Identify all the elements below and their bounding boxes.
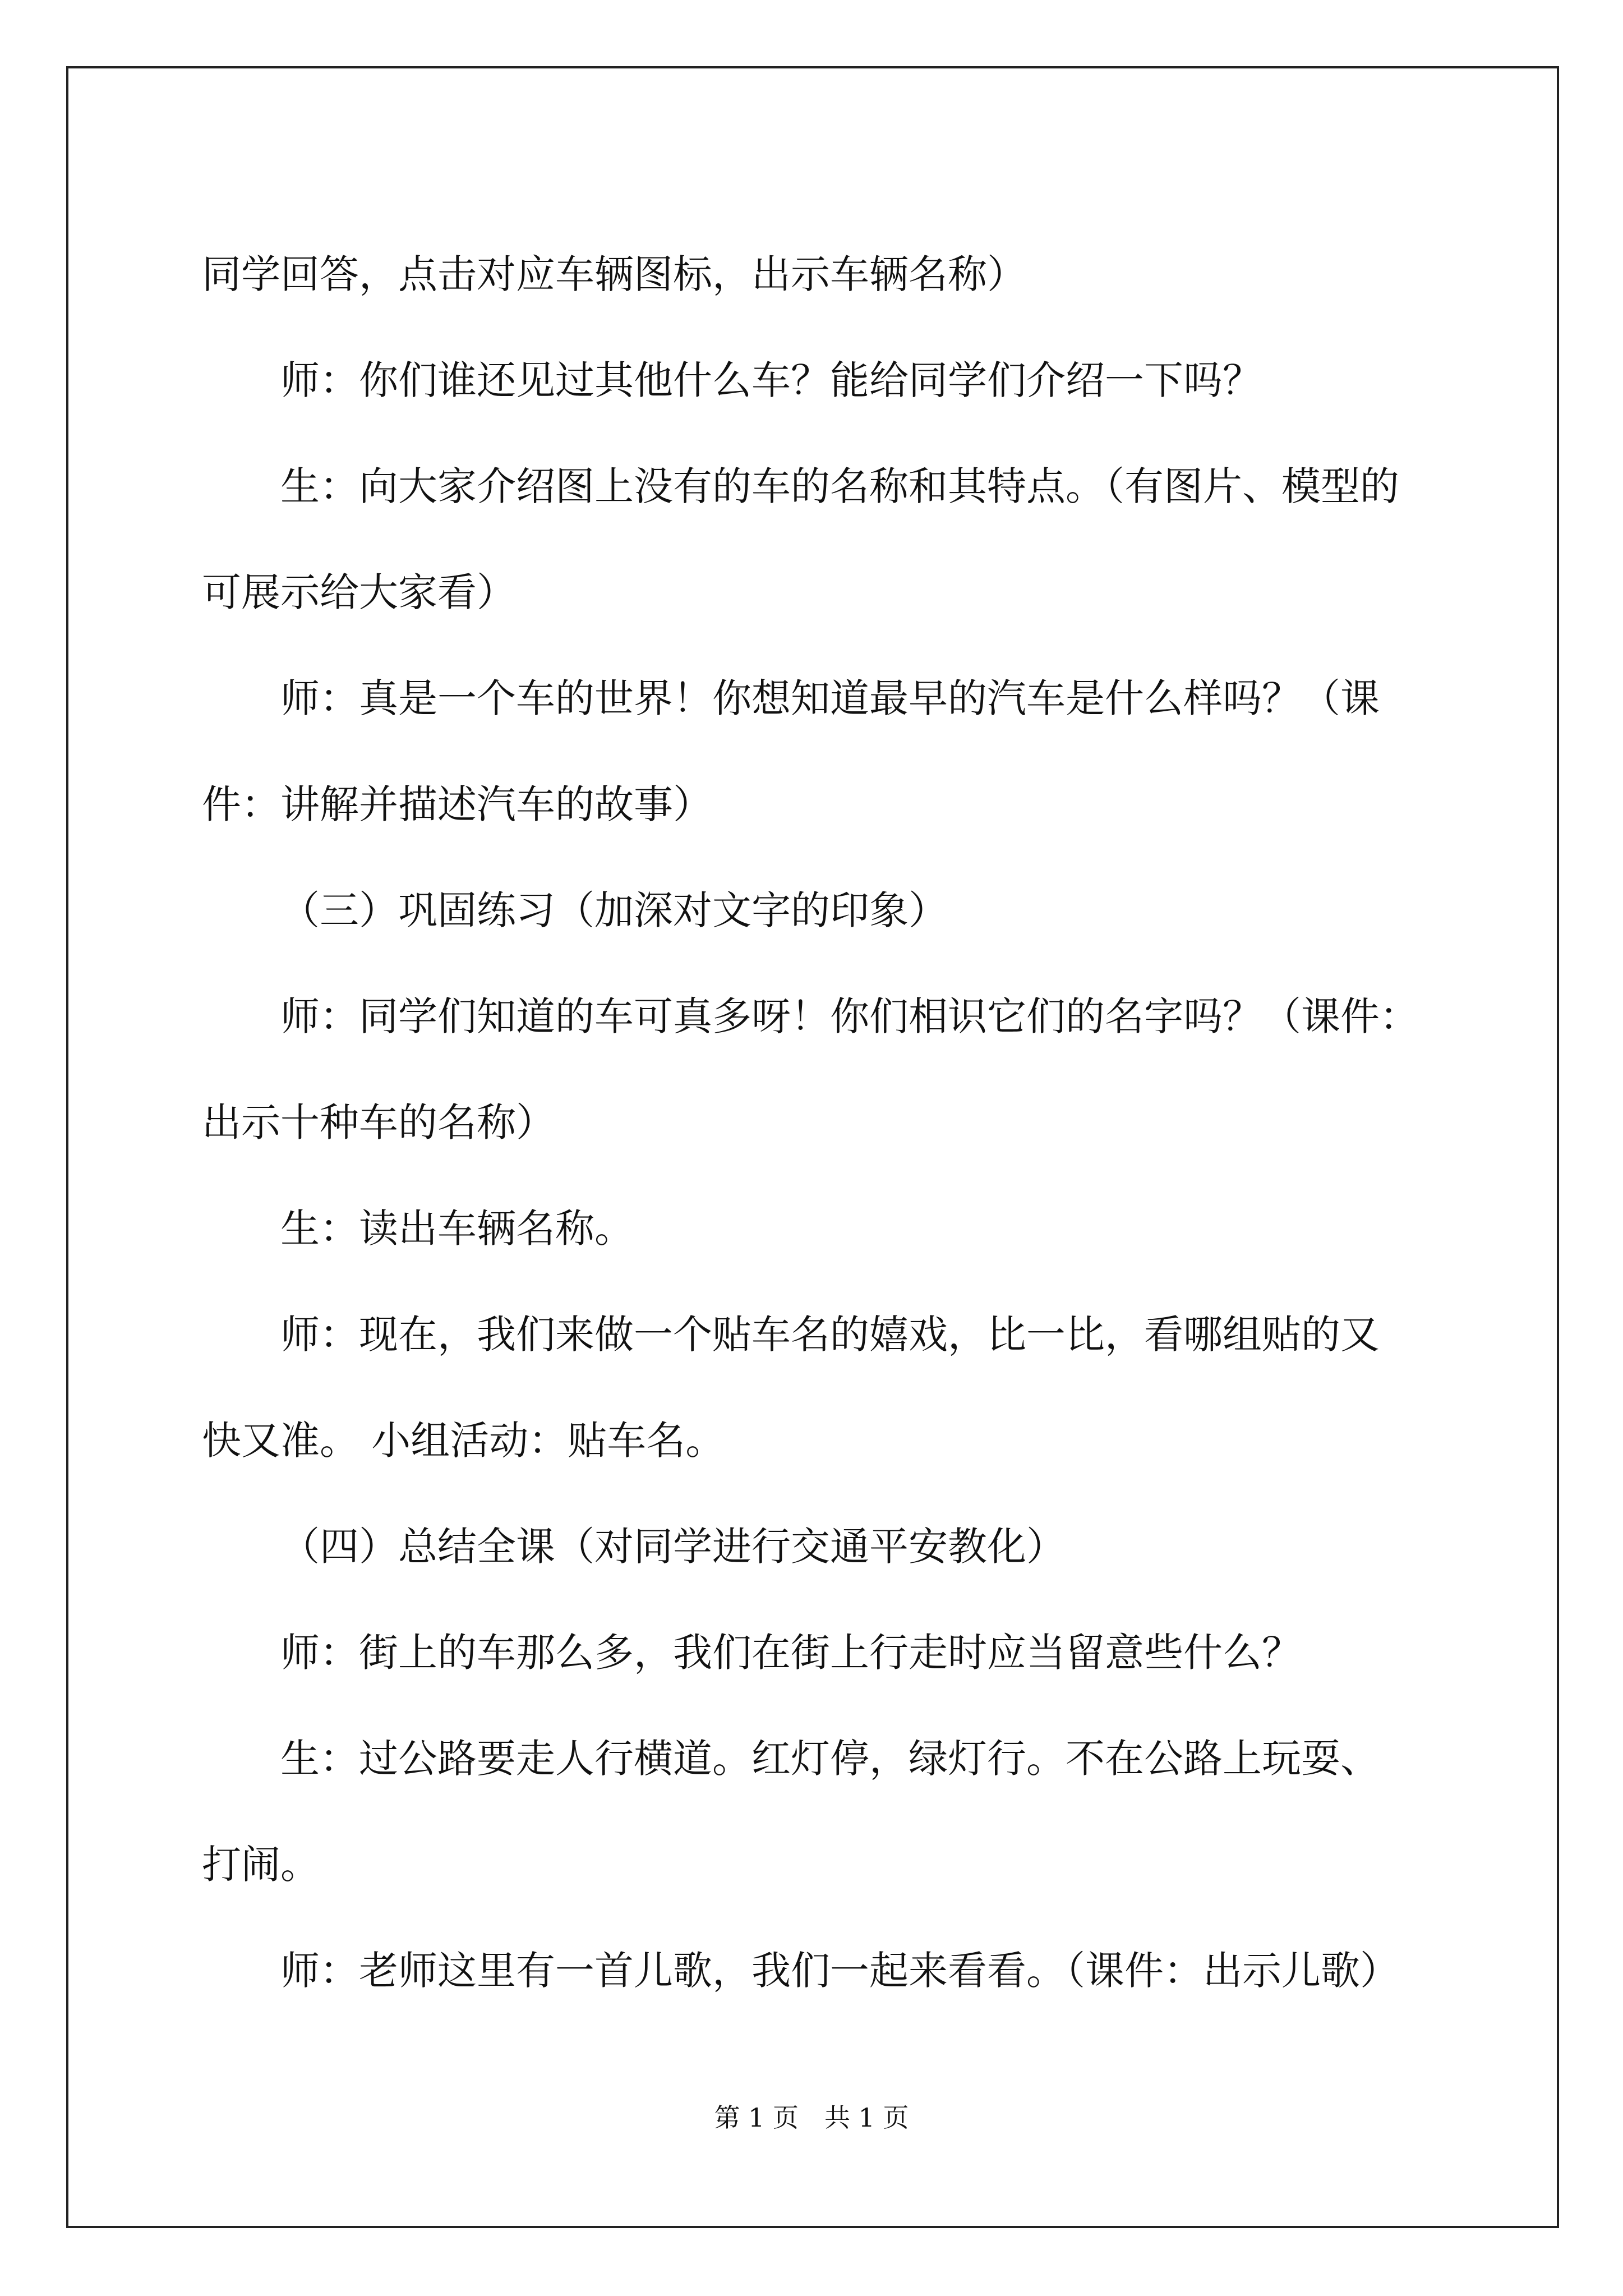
- paragraph-line: 生：过公路要走人行横道。红灯停，绿灯行。不在公路上玩耍、: [280, 1736, 1380, 1782]
- paragraph-line: 师：真是一个车的世界！你想知道最早的汽车是什么样吗？（课: [280, 675, 1380, 721]
- paragraph-line: 师：街上的车那么多，我们在街上行走时应当留意些什么？: [280, 1630, 1301, 1676]
- paragraph-line: 师：你们谁还见过其他什么车？能给同学们介绍一下吗？: [280, 357, 1262, 403]
- paragraph-line: 生：向大家介绍图上没有的车的名称和其特点。（有图片、模型的: [280, 463, 1399, 509]
- paragraph-line: 打闹。: [202, 1842, 320, 1888]
- paragraph-line: 师：现在，我们来做一个贴车名的嬉戏，比一比，看哪组贴的又: [280, 1312, 1380, 1358]
- paragraph-line: 生：读出车辆名称。: [280, 1205, 634, 1251]
- paragraph-line: 可展示给大家看）: [202, 569, 516, 615]
- paragraph-line: 同学回答，点击对应车辆图标，出示车辆名称）: [202, 251, 1026, 297]
- page-number-footer: 第 1 页 共 1 页: [714, 2102, 909, 2133]
- section-heading: （三）巩固练习（加深对文字的印象）: [280, 887, 948, 933]
- paragraph-line: 师：同学们知道的车可真多呀！你们相识它们的名字吗？（课件：: [280, 993, 1419, 1039]
- paragraph-line: 快又准。 小组活动：贴车名。: [202, 1418, 725, 1464]
- paragraph-line: 出示十种车的名称）: [202, 1099, 555, 1145]
- paragraph-line: 师：老师这里有一首儿歌，我们一起来看看。（课件：出示儿歌）: [280, 1948, 1399, 1994]
- paragraph-line: 件：讲解并描述汽车的故事）: [202, 781, 712, 827]
- document-body: [202, 222, 1436, 2024]
- section-heading: （四）总结全课（对同学进行交通平安教化）: [280, 1524, 1066, 1570]
